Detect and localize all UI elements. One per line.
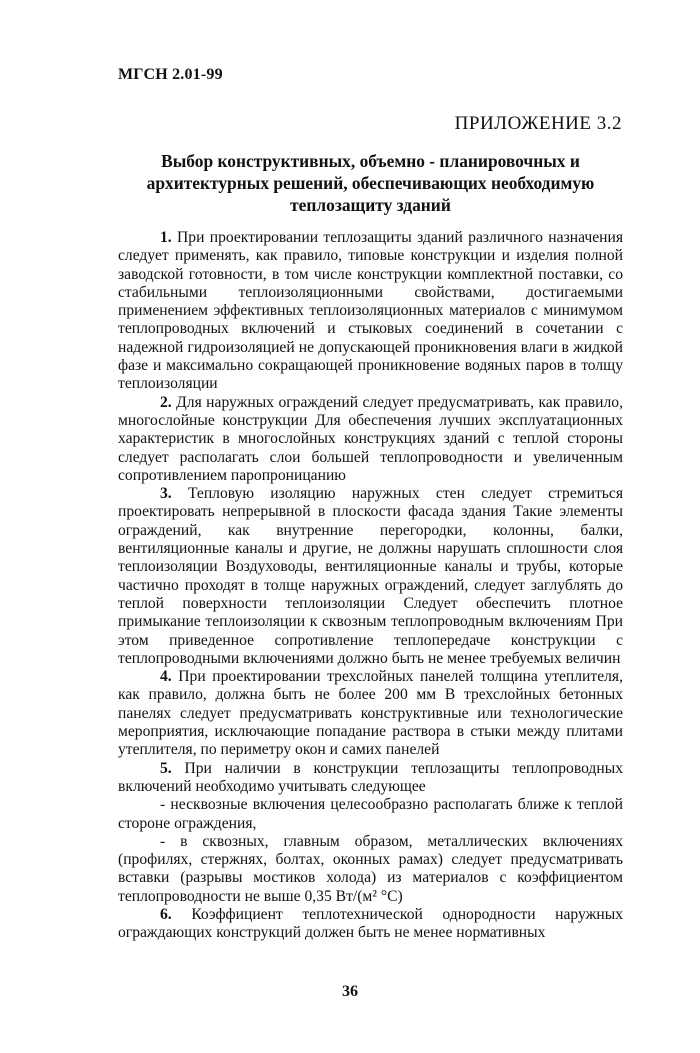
document-code: МГСН 2.01-99: [118, 66, 223, 83]
list-item-2: [118, 833, 623, 906]
list-item-text: - несквозные включения целесообразно располагать ближе к теплой стороне ограждения,: [118, 796, 623, 832]
section-title: Выбор конструктивных, объемно - планировочных и архитектурных решений, обеспечивающих необходимую теплозащиту зданий: [146, 151, 595, 215]
paragraph-text: При проектировании теплозащиты зданий различного назначения следует применять, как правило, типовые конструкции и изделия полной заводской готовности, в том числе конструкции комплектной поставки, со стабильными теплоизоляционными свойствами, достигаемыми применением эффективных теплоизоляционных материалов с минимумом теплопроводных включений и стыковых соединений в сочетании с надежной гидроизоляцией не допускающей проникновения влаги в жидкой фазе и максимально сокращающей проникновение водяных паров в толщу теплоизоляции: [118, 229, 623, 393]
paragraph-2: [118, 394, 623, 485]
paragraph-1: [118, 229, 623, 394]
paragraph-text: Коэффициент теплотехнической однородности наружных ограждающих конструкций должен быть не менее нормативных: [118, 905, 623, 942]
paragraph-number: 2.: [160, 393, 172, 411]
paragraph-number: 3.: [160, 485, 172, 503]
paragraph-number: 6.: [160, 905, 172, 923]
paragraph-text: При проектировании трехслойных панелей толщина утеплителя, как правило, должна быть не более 200 мм В трехслойных бетонных панелях следует предусматривать конструктивные или технологические мероприятия, исключающие попадание раствора в стыки между плитами утеплителя, по периметру окон и самих панелей: [118, 668, 623, 759]
document-body: [118, 229, 623, 943]
list-item-1: [118, 796, 623, 833]
paragraph-6: [118, 906, 623, 943]
appendix-label: ПРИЛОЖЕНИЕ 3.2: [454, 113, 622, 134]
paragraph-5: [118, 760, 623, 797]
paragraph-number: 1.: [160, 229, 172, 246]
paragraph-text: Тепловую изоляцию наружных стен следует стремиться проектировать непрерывной в плоскости фасада здания Такие элементы ограждений, как внутренние перегородки, колонны, балки, вентиляционные каналы и другие, не должны нарушать сплошности слоя теплоизоляции Воздуховоды, вентиляционные каналы и трубы, которые частично проходят в толще наружных ограждений, следует заглублять до теплой поверхности теплоизоляции Следует обеспечить плотное примыкание теплоизоляции к сквозным теплопроводным включениям При этом приведенное сопротивление теплопередаче конструкции с теплопроводными включениями должно быть не менее требуемых величин: [118, 485, 623, 667]
paragraph-3: [118, 485, 623, 668]
page-number: 36: [342, 983, 358, 1000]
paragraph-text: Для наружных ограждений следует предусматривать, как правило, многослойные конструкции Для обеспечения лучших эксплуатационных характеристик в многослойных конструкциях зданий с теплой стороны следует располагать слои большей теплопроводности и увеличенным сопротивлением паропроницанию: [118, 393, 623, 484]
paragraph-text: При наличии в конструкции теплозащиты теплопроводных включений необходимо учитывать следующее: [118, 759, 623, 795]
paragraph-number: 5.: [160, 759, 172, 777]
list-item-text: - в сквозных, главным образом, металлических включениях (профилях, стержнях, болтах, оконных рамах) следует предусматривать вставки (разрывы мостиков холода) из материалов с коэффициентом теплопроводности не выше 0,35 Вт/(м² °С): [118, 832, 623, 905]
paragraph-4: [118, 668, 623, 759]
paragraph-number: 4.: [160, 668, 172, 686]
